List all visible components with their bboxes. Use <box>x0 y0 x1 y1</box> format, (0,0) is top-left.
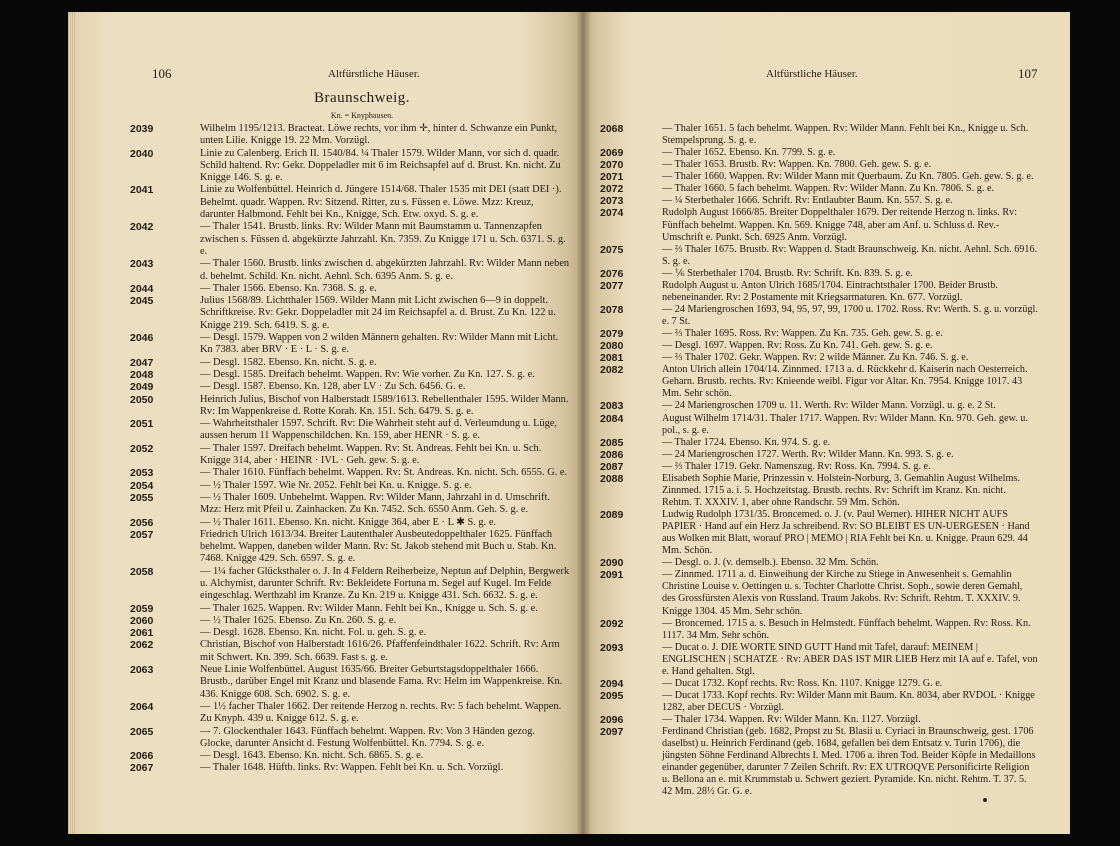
lot-description: — ⅔ Thaler 1702. Gekr. Wappen. Rv: 2 wilde Männer. Zu Kn. 746. S. g. e. <box>662 352 969 364</box>
lot-description: — Desgl. o. J. (v. demselb.). Ebenso. 32 Mm. Schön. <box>662 557 879 569</box>
lot-description: — Desgl. 1579. Wappen von 2 wilden Männern gehalten. Rv: Wilder Mann mit Licht. Kn 7383. aber BRV · E · L · S. g. e. <box>200 332 559 356</box>
catalog-entry <box>130 258 570 283</box>
lot-description: Elisabeth Sophie Marie, Prinzessin v. Holstein-Norburg, 3. Gemahlin August Wilhelms. Zinnmed. 1715 a. i. 5. Hochzeitstag. Brustb. rechts. Rv: Schrift im Kranz. Kn. nicht. Rehtm. T. XXXIV. 1, aber ohne Randschr. 59 Mm. Schön. <box>662 472 1020 508</box>
catalog-entry <box>600 642 1038 678</box>
lot-description: — Wahrheitsthaler 1597. Schrift. Rv: Die Wahrheit steht auf d. Verleumdung u. Lüge, aussen herum 11 Wappenschildchen. Kn. 159, aber HENR · S. g. e. <box>200 418 558 442</box>
catalog-entry <box>130 762 570 774</box>
catalog-entry <box>600 618 1038 642</box>
lot-number: 2070 <box>600 159 624 172</box>
lot-description: — Desgl. 1628. Ebenso. Kn. nicht. Fol. u. geh. S. g. e. <box>200 627 427 639</box>
lot-number: 2093 <box>600 641 624 654</box>
lot-number: 2087 <box>600 460 624 473</box>
lot-number: 2049 <box>130 381 154 394</box>
lot-description: — Ducat o. J. DIE WORTE SIND GUTT Hand mit Tafel, darauf: MEINEM | ENGLISCHEN | SCHATZE · Rv: ABER DAS IST MIR LIEB Herz mit IA auf e. Tafel, von e. Hand gehalten. Stgl. <box>662 641 1038 677</box>
lot-description: — Ducat 1733. Kopf rechts. Rv: Wilder Mann mit Baum. Kn. 8034, aber RVDOL · Knigge 1282, aber DECUS · Vorzügl. <box>662 689 1035 713</box>
lot-description: — Thaler 1541. Brustb. links. Rv: Wilder Mann mit Baumstamm u. Tannenzapfen zwischen s. Füssen d. abgekürzte Jahrzahl. Kn. 7359. Zu Knigge 171 u. Sch. 6371. S. g. e. <box>200 221 566 257</box>
lot-description: — Thaler 1734. Wappen. Rv: Wilder Mann. Kn. 1127. Vorzügl. <box>662 714 921 726</box>
lot-description: Julius 1568/89. Lichtthaler 1569. Wilder Mann mit Licht zwischen 6—9 in doppelt. Schriftkreise. Rv: Gekr. Doppeladler mit 24 im Reichsapfel a. d. Brust. Zu Kn. 122 u. Knigge 219. Sch. 6419. S. g. e. <box>200 295 556 331</box>
catalog-entry <box>600 147 1038 159</box>
catalog-entry <box>600 690 1038 714</box>
lot-description: Linie zu Calenberg. Erich II. 1540/84. ¼ Thaler 1579. Wilder Mann, vor sich d. quadr. Schild haltend. Rv: Gekr. Doppeladler mit 6 im Reichsapfel auf d. Brust. Kn. nicht. Zu Knigge 146. S. g. e. <box>200 147 561 184</box>
lot-number: 2086 <box>600 448 624 461</box>
catalog-entry <box>600 557 1038 569</box>
lot-description: — Zinnmed. 1711 a. d. Einweihung der Kirche zu Stiege in Anwesenheit s. Gemahlin Christine Louise v. Oettingen u. s. Tochter Charlotte Christ. Soph., sowie deren Gemahl, des Grossfürsten Alexis von Russland. Traum Jakobs. Rv: Schrift. Rehtm. T. XXXIV. 9. Knigge 1304. 45 Mm. Sehr schön. <box>662 569 1023 617</box>
lot-number: 2068 <box>600 123 624 135</box>
lot-description: — ⅔ Thaler 1695. Ross. Rv: Wappen. Zu Kn. 735. Geh. gew. S. g. e. <box>662 328 943 340</box>
lot-description: — Thaler 1566. Ebenso. Kn. 7368. S. g. e. <box>200 282 377 294</box>
section-subtitle: Kn. = Knyphausen. <box>330 111 394 120</box>
lot-number: 2080 <box>600 340 624 353</box>
lot-description: — ½ Thaler 1611. Ebenso. Kn. nicht. Knigge 364, aber E · L ✱ S. g. e. <box>200 516 497 528</box>
catalog-entry <box>600 280 1038 304</box>
catalog-entry <box>600 437 1038 449</box>
catalog-entry <box>600 304 1038 328</box>
lot-number: 2069 <box>600 147 624 160</box>
lot-description: Linie zu Wolfenbüttel. Heinrich d. Jüngere 1514/68. Thaler 1535 mit DEI (statt DEI ·). Behelmt. quadr. Wappen. Rv: Sitzend. Ritter, zu s. Füssen e. Löwe. Mzz: Kreuz, darunter Halbmond. Fehlt bei Kn., Knigge, Sch. Etw. oxyd. S. g. e. <box>200 184 562 221</box>
catalog-entry <box>130 615 570 627</box>
catalog-entry <box>130 467 570 479</box>
catalog-entry <box>600 726 1038 798</box>
lot-description: Ludwig Rudolph 1731/35. Broncemed. o. J. (v. Paul Werner). HIHER NICHT AUFS PAPIER · Hand auf ein Herz Ja schreibend. Rv: SO BLEIBT ES UN-UERGESEN · Hand aus Wolken mit Blatt, worauf PRO | MEMO | RIA Fehlt bei Kn. u. Knigge. Praun 629. 44 Mm. Schön. <box>662 509 1030 557</box>
lot-number: 2040 <box>130 147 154 160</box>
catalog-entry <box>600 195 1038 207</box>
section-title: Braunschweig. <box>313 90 411 106</box>
lot-number: 2074 <box>600 207 624 220</box>
lot-number: 2092 <box>600 617 624 630</box>
lot-number: 2039 <box>130 123 154 135</box>
lot-number: 2094 <box>600 677 624 690</box>
lot-number: 2047 <box>130 356 154 369</box>
lot-number: 2048 <box>130 368 154 381</box>
lot-description: — Desgl. 1643. Ebenso. Kn. nicht. Sch. 6865. S. g. e. <box>200 750 424 762</box>
lot-description: — ⅔ Thaler 1719. Gekr. Namenszug. Rv: Ross. Kn. 7994. S. g. e. <box>662 460 931 472</box>
catalog-entry <box>130 123 570 148</box>
lot-number: 2072 <box>600 183 624 196</box>
lot-description: — 24 Mariengroschen 1727. Werth. Rv: Wilder Mann. Kn. 993. S. g. e. <box>662 448 954 460</box>
lot-number: 2088 <box>600 472 624 485</box>
lot-description: — Desgl. 1587. Ebenso. Kn. 128, aber LV · Zu Sch. 6456. G. e. <box>200 381 466 393</box>
lot-number: 2055 <box>130 491 154 504</box>
catalog-entry <box>130 480 570 492</box>
lot-number: 2071 <box>600 171 624 184</box>
lot-number: 2059 <box>130 602 154 615</box>
lot-number: 2077 <box>600 279 624 292</box>
lot-number: 2090 <box>600 557 624 570</box>
catalog-entry <box>600 268 1038 280</box>
lot-description: — Ducat 1732. Kopf rechts. Rv: Ross. Kn. 1107. Knigge 1279. G. e. <box>662 677 943 689</box>
lot-number: 2057 <box>130 528 154 541</box>
lot-description: — 7. Glockenthaler 1643. Fünffach behelmt. Wappen. Rv: Von 3 Händen gezog. Glocke, darunter Ansicht d. Festung Wolfenbüttel. Kn. 7794. S. g. e. <box>200 725 535 749</box>
lot-number: 2060 <box>130 614 154 627</box>
catalog-entry <box>600 340 1038 352</box>
lot-description: — Thaler 1610. Fünffach behelmt. Wappen. Rv: St. Andreas. Kn. nicht. Sch. 6555. G. e. <box>200 467 568 479</box>
catalog-entry <box>600 171 1038 183</box>
lot-description: Rudolph August 1666/85. Breiter Doppelthaler 1679. Der reitende Herzog n. links. Rv: Fünffach behelmt. Wappen. Kn. 569. Knigge 748, aber am Anf. u. Schluss d. Rev.-Umschrift e. Punkt. Sch. 6925 Anm. Vorzügl. <box>662 207 1018 243</box>
catalog-entry <box>130 221 570 258</box>
lot-description: — Thaler 1651. 5 fach behelmt. Wappen. Rv: Wilder Mann. Fehlt bei Kn., Knigge u. Sch. Stempelsprung. S. g. e. <box>662 123 1029 147</box>
lot-description: — ½ Thaler 1625. Ebenso. Zu Kn. 260. S. g. e. <box>200 614 397 626</box>
lot-number: 2045 <box>130 295 154 308</box>
lot-number: 2091 <box>600 569 624 582</box>
lot-number: 2085 <box>600 436 624 449</box>
dust-mark <box>983 798 987 802</box>
catalog-entry <box>130 381 570 393</box>
lot-description: — 24 Mariengroschen 1709 u. 11. Werth. Rv: Wilder Mann. Vorzügl. u. g. e. 2 St. <box>662 400 996 412</box>
lot-number: 2064 <box>130 700 154 713</box>
lot-description: Wilhelm 1195/1213. Bracteat. Löwe rechts, vor ihm ✛, hinter d. Schwanze ein Punkt, unten Lilie. Knigge 19. 22 Mm. Vorzügl. <box>200 123 558 147</box>
lot-description: — ⅔ Thaler 1675. Brustb. Rv: Wappen d. Stadt Braunschweig. Kn. nicht. Aehnl. Sch. 6916. S. g. e. <box>662 243 1038 267</box>
lot-description: — Thaler 1648. Hüftb. links. Rv: Wappen. Fehlt bei Kn. u. Sch. Vorzügl. <box>200 762 504 774</box>
lot-number: 2089 <box>600 509 624 521</box>
catalog-entry <box>130 627 570 639</box>
lot-number: 2078 <box>600 303 624 316</box>
catalog-entry <box>130 418 570 443</box>
lot-description: — ½ Thaler 1597. Wie Nr. 2052. Fehlt bei Kn. u. Knigge. S. g. e. <box>200 479 472 491</box>
lot-list-right <box>600 123 1038 799</box>
catalog-entry <box>130 529 570 566</box>
catalog-entry <box>600 569 1038 617</box>
lot-number: 2097 <box>600 726 624 739</box>
catalog-entry <box>600 473 1038 509</box>
catalog-entry <box>600 461 1038 473</box>
running-head: Altfürstliche Häuser. <box>328 68 420 80</box>
lot-description: — 24 Mariengroschen 1693, 94, 95, 97, 99, 1700 u. 1702. Ross. Rv: Werth. S. g. u. vorzügl. e. 7 St. <box>662 303 1038 327</box>
lot-number: 2081 <box>600 352 624 365</box>
lot-number: 2096 <box>600 714 624 727</box>
lot-number: 2052 <box>130 442 154 455</box>
lot-number: 2073 <box>600 195 624 208</box>
lot-description: — ¼ Sterbethaler 1666. Schrift. Rv: Entlaubter Baum. Kn. 557. S. g. e. <box>662 195 953 207</box>
lot-description: August Wilhelm 1714/31. Thaler 1717. Wappen. Rv: Wilder Mann. Kn. 970. Geh. gew. u. pol., s. g. e. <box>662 412 1028 436</box>
catalog-entry <box>130 394 570 419</box>
lot-number: 2062 <box>130 639 154 652</box>
catalog-entry <box>130 295 570 332</box>
catalog-entry <box>600 207 1038 243</box>
lot-number: 2079 <box>600 328 624 341</box>
catalog-entry <box>130 492 570 517</box>
lot-description: Rudolph August u. Anton Ulrich 1685/1704. Eintrachtsthaler 1700. Beider Brustb. nebeneinander. Rv: 2 Postamente mit Kriegsarmaturen. Kn. 677. Vorzügl. <box>662 279 998 303</box>
lot-description: Heinrich Julius, Bischof von Halberstadt 1589/1613. Rebellenthaler 1595. Wilder Mann. Rv: Im Wappenkreise d. Rotte Korah. Kn. 151. Sch. 6479. S. g. e. <box>200 393 569 417</box>
lot-number: 2043 <box>130 258 154 271</box>
lot-description: — 1¼ facher Glücksthaler o. J. In 4 Feldern Reiherbeize, Neptun auf Delphin, Bergwerk u. Alchymist, darunter Schrift. Rv: Bekleidete Fortuna m. Segel auf Kugel. Im Felde eingeschlag. Werthzahl im Kranze. Zu Kn. 219 u. Knigge 431. Sch. 6632. S. g. e. <box>200 565 570 602</box>
catalog-entry <box>130 332 570 357</box>
catalog-entry <box>600 714 1038 726</box>
lot-number: 2044 <box>130 282 154 295</box>
lot-number: 2095 <box>600 689 624 702</box>
lot-description: — Thaler 1597. Dreifach behelmt. Wappen. Rv: St. Andreas. Fehlt bei Kn. u. Sch. Knigge 314, aber · HEINR · IVL · Geh. gew. S. g. e. <box>200 442 542 467</box>
catalog-entry <box>130 726 570 751</box>
catalog-entry <box>130 184 570 221</box>
lot-description: — Desgl. 1697. Wappen. Rv: Ross. Zu Kn. 741. Geh. gew. S. g. e. <box>662 340 933 352</box>
lot-description: — Thaler 1653. Brustb. Rv: Wappen. Kn. 7800. Geh. gew. S. g. e. <box>662 159 932 171</box>
lot-number: 2056 <box>130 516 154 529</box>
lot-list-left <box>130 123 570 775</box>
lot-number: 2058 <box>130 565 154 578</box>
catalog-entry <box>130 603 570 615</box>
page-number: 106 <box>152 66 172 81</box>
lot-number: 2061 <box>130 627 154 640</box>
catalog-entry <box>130 369 570 381</box>
catalog-entry <box>130 283 570 295</box>
lot-description: — Thaler 1652. Ebenso. Kn. 7799. S. g. e. <box>662 147 836 159</box>
lot-description: — Thaler 1625. Wappen. Rv: Wilder Mann. Fehlt bei Kn., Knigge u. Sch. S. g. e. <box>200 602 538 614</box>
lot-number: 2053 <box>130 467 154 480</box>
lot-description: — Thaler 1724. Ebenso. Kn. 974. S. g. e. <box>662 436 831 448</box>
lot-number: 2041 <box>130 184 154 197</box>
lot-description: — 1½ facher Thaler 1662. Der reitende Herzog n. rechts. Rv: 5 fach behelmt. Wappen. Zu Knyph. 439 u. Knigge 612. S. g. e. <box>200 700 562 725</box>
lot-number: 2083 <box>600 400 624 413</box>
catalog-entry <box>130 148 570 185</box>
catalog-entry <box>130 443 570 468</box>
catalog-entry <box>600 352 1038 364</box>
catalog-entry <box>130 566 570 603</box>
catalog-entry <box>130 664 570 701</box>
lot-description: — Desgl. 1585. Dreifach behelmt. Wappen. Rv: Wie vorher. Zu Kn. 127. S. g. e. <box>200 368 535 380</box>
lot-description: — Broncemed. 1715 a. s. Besuch in Helmstedt. Fünffach behelmt. Wappen. Rv: Ross. Kn. 1117. 34 Mm. Sehr schön. <box>662 617 1031 641</box>
lot-number: 2046 <box>130 332 154 345</box>
book-spread <box>68 12 1070 834</box>
lot-number: 2084 <box>600 412 624 425</box>
right-page <box>582 12 1070 834</box>
lot-description: — Desgl. 1582. Ebenso. Kn. nicht. S. g. e. <box>200 356 377 368</box>
catalog-entry <box>600 413 1038 437</box>
catalog-entry <box>130 701 570 726</box>
lot-number: 2076 <box>600 267 624 280</box>
catalog-entry <box>600 328 1038 340</box>
lot-description: Christian, Bischof von Halberstadt 1616/26. Pfaffenfeindthaler 1622. Schrift. Rv: Arm mit Schwert. Kn. 399. Sch. 6639. Fast s. g. e. <box>200 639 560 663</box>
running-head: Altfürstliche Häuser. <box>766 68 858 80</box>
lot-number: 2067 <box>130 762 154 775</box>
catalog-entry <box>130 639 570 664</box>
lot-description: — Thaler 1660. Wappen. Rv: Wilder Mann mit Querbaum. Zu Kn. 7805. Geh. gew. S. g. e. <box>662 171 1034 183</box>
lot-number: 2065 <box>130 725 154 738</box>
catalog-entry <box>600 244 1038 268</box>
catalog-entry <box>130 517 570 529</box>
lot-description: — ½ Thaler 1609. Unbehelmt. Wappen. Rv: Wilder Mann, Jahrzahl in d. Umschrift. Mzz: Herz mit Pfeil u. Zainhacken. Zu Kn. 7452. Sch. 6550 Anm. Geh. S. g. e. <box>200 491 550 516</box>
lot-number: 2050 <box>130 393 154 406</box>
lot-description: Neue Linie Wolfenbüttel. August 1635/66. Breiter Geburtstagsdoppelthaler 1666. Brustb., darüber Engel mit Kranz und blasende Fama. Rv: Helm im Wappenkreise. Kn. 436. Knigge 608. Sch. 6902. S. g. e. <box>200 664 563 700</box>
page-edges <box>68 12 76 834</box>
lot-description: Friedrich Ulrich 1613/34. Breiter Lautenthaler Ausbeutedoppelthaler 1625. Fünffach behelmt. Wappen, daneben wilder Mann. Rv: St. Jakob stehend mit Buch u. Stab. Kn. 7468. Knigge 429. Sch. 6597. S. g. e. <box>200 528 557 565</box>
catalog-entry <box>600 678 1038 690</box>
lot-description: — Thaler 1560. Brustb. links zwischen d. abgekürzten Jahrzahl. Rv: Wilder Mann neben d. behelmt. Schild. Kn. nicht. Aehnl. Sch. 6395 Anm. S. g. e. <box>200 258 570 282</box>
lot-number: 2054 <box>130 479 154 492</box>
catalog-entry <box>600 159 1038 171</box>
lot-number: 2051 <box>130 418 154 431</box>
catalog-entry <box>130 357 570 369</box>
catalog-entry <box>600 364 1038 400</box>
lot-description: — ⅙ Sterbethaler 1704. Brustb. Rv: Schrift. Kn. 839. S. g. e. <box>662 267 913 279</box>
catalog-entry <box>600 400 1038 412</box>
lot-number: 2075 <box>600 243 624 256</box>
lot-description: Anton Ulrich allein 1704/14. Zinnmed. 1713 a. d. Rückkehr d. Kaiserin nach Oesterreich. Geharn. Brustb. rechts. Rv: Knieende weibl. Figur vor Altar. Kn. 7954. Knigge 1017. 43 Mm. Sehr schön. <box>662 364 1028 400</box>
catalog-entry <box>600 183 1038 195</box>
lot-number: 2066 <box>130 750 154 763</box>
lot-number: 2042 <box>130 221 154 234</box>
lot-number: 2082 <box>600 364 624 377</box>
catalog-entry <box>600 509 1038 557</box>
lot-number: 2063 <box>130 664 154 677</box>
book-gutter <box>576 12 590 834</box>
catalog-entry <box>600 449 1038 461</box>
catalog-entry <box>130 750 570 762</box>
left-page <box>68 12 582 834</box>
lot-description: — Thaler 1660. 5 fach behelmt. Wappen. Rv: Wilder Mann. Zu Kn. 7806. S. g. e. <box>662 183 995 195</box>
page-number: 107 <box>1018 66 1038 81</box>
lot-description: Ferdinand Christian (geb. 1682, Propst zu St. Blasii u. Cyriaci in Braunschweig, gest. 1706 daselbst) u. Heinrich Ferdinand (geb. 1684, gefallen bei dem Entsatz v. Turin 1706), die jüngsten Söhne Ferdinand Albrechts I. Med. 1706 a. ihren Tod. Beider Köpfe in Medaillons einander gegenüber, darunter 7 Zeilen Schrift. Rv: EX UTROQVE Personificirte Religion u. Bellona an e. mit Krummstab u. Schwert geziert. Pyramide. Kn. nicht. Rehtm. T. 37. 5. 42 Mm. 28½ Gr. G. e. <box>662 726 1036 798</box>
catalog-entry <box>600 123 1038 147</box>
